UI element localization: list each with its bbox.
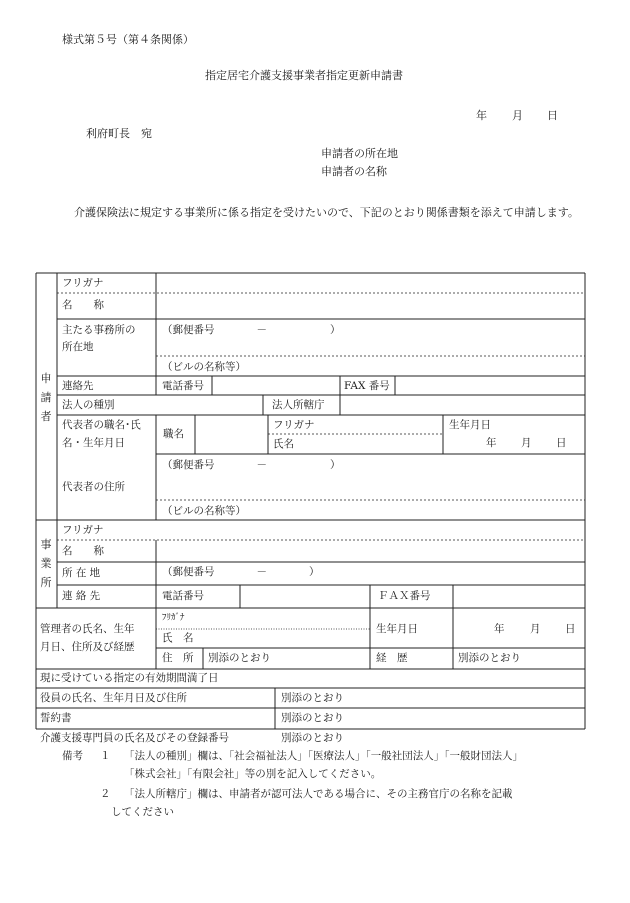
addressee: 利府町長 宛	[86, 127, 152, 140]
manager-label-1: 管理者の氏名、生年	[40, 623, 135, 635]
office-furigana-label: フリガナ	[62, 524, 104, 536]
date-day-label: 日	[547, 109, 558, 122]
applicant-section-label: 申請者	[40, 372, 52, 423]
rep-building-name-label: （ビルの名称等）	[162, 505, 246, 517]
office-fax-label: ＦＡＸ番号	[378, 590, 431, 602]
contact-label: 連絡先	[62, 380, 94, 392]
rep-postal-code-label: （郵便番号 － ）	[162, 459, 341, 471]
applicant-name-field-label: 名 称	[62, 299, 104, 311]
pledge-value: 別添のとおり	[281, 712, 344, 724]
office-postal-code-label: （郵便番号 － ）	[162, 566, 320, 578]
phone-label: 電話番号	[162, 380, 204, 392]
rep-title-label-1: 代表者の職名･氏	[62, 419, 141, 431]
intro-paragraph: 介護保険法に規定する事業所に係る指定を受けたいので、下記のとおり関係書類を添えて申請します。	[74, 206, 579, 219]
form-number: 様式第５号（第４条関係）	[62, 33, 194, 46]
manager-birth-year-label: 年	[494, 623, 505, 635]
note-2-number: ２	[100, 788, 111, 800]
care-manager-label: 介護支援専門員の氏名及びその登録番号	[40, 732, 229, 744]
office-name-label: 名 称	[62, 545, 104, 557]
corp-type-label: 法人の種別	[62, 399, 115, 411]
manager-birth-month-label: 月	[530, 623, 541, 635]
building-name-label: （ビルの名称等）	[162, 361, 246, 373]
page-title: 指定居宅介護支援事業者指定更新申請書	[205, 69, 403, 82]
note-2-line-2: してください	[111, 806, 174, 818]
note-1-number: １	[100, 750, 111, 762]
office-contact-label: 連 絡 先	[62, 590, 101, 602]
office-phone-label: 電話番号	[162, 590, 204, 602]
office-address-label-2: 所在地	[62, 341, 94, 353]
applicant-name-label: 申請者の名称	[321, 165, 387, 178]
manager-career-label: 経 歴	[376, 652, 408, 664]
office-address-label: 所 在 地	[62, 567, 101, 579]
manager-birth-day-label: 日	[565, 623, 576, 635]
note-2-line-1: 「法人所轄庁」欄は、申請者が認可法人である場合に、その主務官庁の名称を記載	[124, 788, 513, 800]
rep-furigana-label: フリガナ	[273, 419, 315, 431]
corp-authority-label: 法人所轄庁	[272, 399, 325, 411]
notes-prefix: 備考	[62, 750, 83, 762]
pledge-label: 誓約書	[40, 712, 72, 724]
rep-birth-month-label: 月	[521, 437, 532, 449]
date-month-label: 月	[512, 109, 523, 122]
office-address-label-1: 主たる事務所の	[62, 324, 136, 336]
fax-label: FAX 番号	[344, 380, 390, 392]
officers-value: 別添のとおり	[281, 692, 344, 704]
rep-birthdate-label: 生年月日	[449, 419, 491, 431]
rep-address-label: 代表者の住所	[62, 481, 125, 493]
date-year-label: 年	[476, 109, 487, 122]
position-label: 職名	[163, 428, 184, 440]
manager-birthdate-label: 生年月日	[376, 623, 418, 635]
note-1-line-1: 「法人の種別」欄は、「社会福祉法人」「医療法人」「一般社団法人」「一般財団法人」	[124, 750, 523, 762]
manager-address-label: 住 所	[162, 652, 194, 664]
office-section-label: 事業所	[40, 538, 52, 589]
officers-label: 役員の氏名、生年月日及び住所	[40, 692, 187, 704]
note-1-line-2: 「株式会社」「有限会社」等の別を記入してください。	[124, 768, 382, 780]
manager-address-value: 別添のとおり	[208, 652, 271, 664]
validity-expiry-label: 現に受けている指定の有効期間満了日	[40, 672, 219, 684]
applicant-furigana-label: フリガナ	[62, 277, 104, 289]
applicant-address-label: 申請者の所在地	[321, 147, 398, 160]
manager-name-label: 氏 名	[162, 632, 194, 644]
manager-career-value: 別添のとおり	[458, 652, 521, 664]
postal-code-label: （郵便番号 － ）	[162, 324, 341, 336]
rep-birth-year-label: 年	[486, 437, 497, 449]
rep-title-label-2: 名・生年月日	[62, 437, 125, 449]
manager-label-2: 月日、住所及び経歴	[40, 641, 135, 653]
care-manager-value: 別添のとおり	[281, 732, 344, 744]
rep-name-label: 氏名	[273, 438, 294, 450]
manager-furigana-label: ﾌﾘｶﾞﾅ	[162, 613, 185, 623]
rep-birth-day-label: 日	[556, 437, 567, 449]
